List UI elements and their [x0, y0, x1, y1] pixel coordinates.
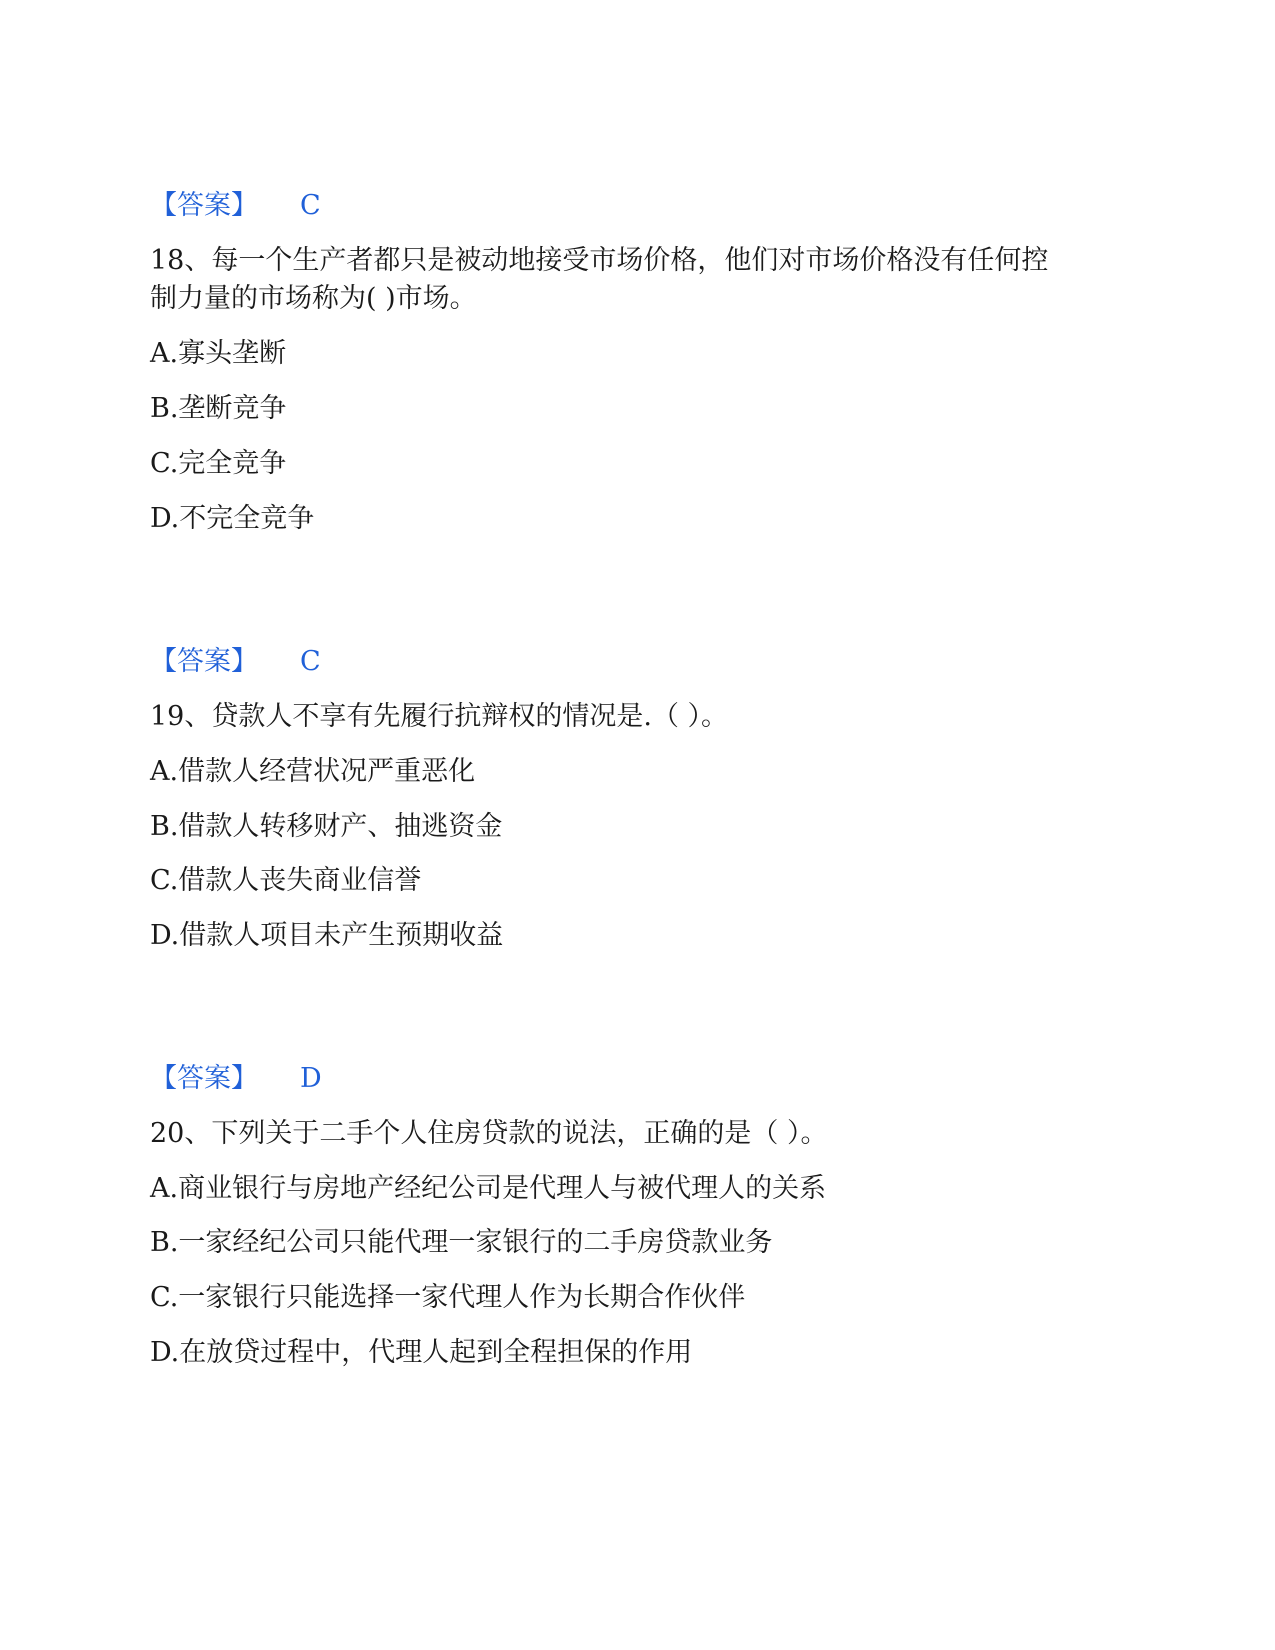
- question-text: 20、下列关于二手个人住房贷款的说法，正确的是（ ）。: [150, 1118, 828, 1149]
- answer-value: C: [300, 646, 321, 677]
- question-text-continued: 制力量的市场称为( )市场。: [150, 283, 477, 314]
- option-d: D.借款人项目未产生预期收益: [150, 920, 504, 951]
- answer-value: D: [300, 1063, 322, 1094]
- option-d: D.不完全竞争: [150, 503, 315, 534]
- option-c: C.一家银行只能选择一家代理人作为长期合作伙伴: [150, 1282, 746, 1313]
- option-b: B.一家经纪公司只能代理一家银行的二手房贷款业务: [150, 1227, 773, 1258]
- answer-label: 【答案】: [150, 1063, 258, 1094]
- answer-row: [150, 188, 321, 224]
- answer-row: [150, 1061, 322, 1097]
- question-text: 18、每一个生产者都只是被动地接受市场价格，他们对市场价格没有任何控: [150, 245, 1049, 276]
- option-c: C.完全竞争: [150, 448, 287, 479]
- answer-row: [150, 644, 321, 680]
- option-d: D.在放贷过程中，代理人起到全程担保的作用: [150, 1337, 693, 1368]
- option-c: C.借款人丧失商业信誉: [150, 865, 422, 896]
- option-a: A.商业银行与房地产经纪公司是代理人与被代理人的关系: [150, 1173, 827, 1204]
- answer-value: C: [300, 190, 321, 221]
- option-a: A.借款人经营状况严重恶化: [150, 756, 476, 787]
- option-a: A.寡头垄断: [150, 338, 287, 369]
- question-text: 19、贷款人不享有先履行抗辩权的情况是.（ ）。: [150, 701, 729, 732]
- option-b: B.垄断竞争: [150, 393, 287, 424]
- answer-label: 【答案】: [150, 646, 258, 677]
- answer-label: 【答案】: [150, 190, 258, 221]
- option-b: B.借款人转移财产、抽逃资金: [150, 811, 503, 842]
